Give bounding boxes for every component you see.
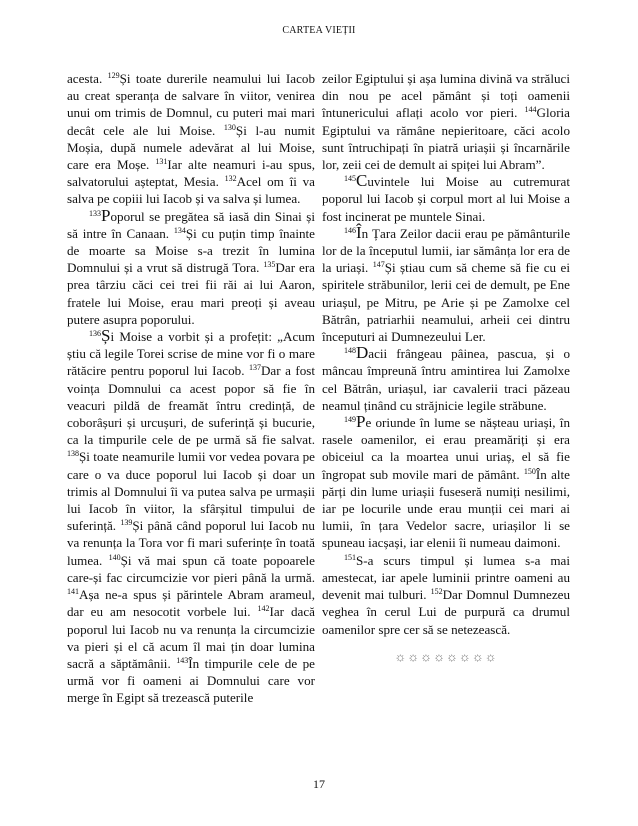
text-run: S-a scurs timpul și lumea s-a mai amestecat, iar apele luminii printre oameni au devenit mai tulburi.	[322, 552, 570, 603]
text-run: Dar era prea târziu căci cei trei fii răi ai lui Aaron, fratele lui Moise, erau mari preoți și aveau putere asupra poporului.	[67, 260, 315, 327]
verse-number: 152	[430, 587, 443, 597]
text-run: oporul se pregătea să iasă din Sinai și să intre în Canaan.	[67, 208, 315, 241]
verse-number: 131	[155, 157, 168, 167]
paragraph	[322, 414, 570, 552]
drop-initial: C	[356, 171, 368, 191]
section-ornament: ☼☼☼☼☼☼☼☼	[394, 648, 498, 664]
text-run: zeilor Egiptului și așa lumina divină va străluci din nou pe acel pământ și toți oamenii întunericului aflați acolo vor pieri.	[322, 71, 570, 121]
text-run: Și cu puțin timp înainte de moarte sa Moise s-a trezit în lumina Domnului și a vrut să distrugă Tora.	[67, 225, 315, 276]
paragraph	[322, 222, 570, 345]
verse-number: 136	[89, 329, 101, 339]
verse-number: 129	[107, 71, 120, 80]
text-run: Iar dacă poporul lui Iacob nu va renunța la circumcizie va pieri și el că acum îl mai țin doar lumina sacră a săptămânii.	[67, 604, 315, 671]
right-paragraphs	[322, 70, 570, 638]
text-run: acii frângeau pâinea, pascua, și o mâncau împreună întru amintirea lui Zamolxe cel Bătrân, uriașul, iar cavalerii traci păzeau neamul ținând cu străjnicie legile străbune.	[322, 346, 570, 413]
verse-number: 149	[344, 415, 356, 425]
paragraph	[67, 70, 315, 208]
verse-number: 143	[176, 655, 189, 665]
verse-number: 144	[524, 105, 537, 115]
text-run: Așa ne-a spus și părintele Abram arameul, dar eu am nesocotit vorbele lui.	[67, 587, 315, 620]
verse-number: 137	[248, 363, 261, 373]
text-run: Și l-au numit Moșia, după numele adevărat al lui Moise, care era Moșe.	[67, 122, 315, 173]
drop-initial: P	[356, 412, 366, 432]
text-run: Și până când poporul lui Iacob nu va renunța la Tora vor fi mari suferințe în toată lumea.	[67, 518, 315, 568]
paragraph	[322, 173, 570, 225]
text-run: Gloria Egiptului va rămâne nepieritoare, căci acolo sunt întruchipați în piatră uriașii și încarnările lor, zeii cei de demult ai spiței lui Abram”.	[322, 105, 570, 173]
text-run: e oriunde în lume se nășteau uriași, în rasele oamenilor, ei erau preamăriți și era obiceiul ca la moartea unui uriaș, el să fie îngropat sub movile mari de pământ.	[322, 415, 570, 482]
verse-number: 146	[344, 225, 356, 235]
page-number: 17	[313, 777, 325, 791]
drop-initial: D	[356, 343, 369, 363]
verse-number: 139	[120, 518, 133, 528]
text-run: Și toate durerile neamului lui Iacob au creat speranța de salvare în viitor, venirea unui om trimis de Domnul, cu puteri mai mari decât cele ale lui Moise.	[67, 71, 315, 138]
text-run: Acel om îi va salva pe copiii lui Iacob și va salva și lumea.	[67, 174, 315, 207]
text-run: În timpurile cele de pe urmă vor fi oameni ai Domnului care vor merge în Egipt să trezească puterile	[67, 655, 315, 706]
paragraph	[322, 345, 570, 414]
running-head: CARTEA VIEȚII	[282, 25, 356, 36]
text-run: Dar Domnul Dumnezeu veghea în cerul Lui de purpură ca drumul oamenilor spre cer să se netezească.	[322, 587, 571, 637]
verse-number: 150	[523, 466, 536, 476]
verse-number: 133	[89, 208, 101, 218]
verse-number: 147	[372, 260, 385, 270]
drop-initial: P	[101, 205, 111, 225]
text-run: Iar alte neamuri i-au spus, salvatorului așteptat, Mesia.	[67, 157, 315, 190]
text-run: i Moise a vorbit și a profețit: „Acum știu că legile Torei scrise de mine vor fi o mare rătăcire pentru poporul lui Iacob.	[67, 329, 315, 379]
verse-number: 138	[67, 449, 79, 459]
text-run: Dar a fost voința Domnului ca acest popor să fie în veacuri pildă de freamăt întru credință, de coborâșuri și urcușuri, de suferință și bucurie, ca la timpurile cele de pe urmă să fie salvat.	[67, 363, 315, 448]
text-run: acesta.	[67, 71, 108, 86]
text-run: Și toate neamurile lumii vor vedea povara pe care o va duce poporul lui Iacob și doar un trimis al Domnului îi va putea salva pe urmașii lui Iacob în viitor, la sfârșitul timpului de suferință.	[67, 449, 315, 534]
drop-initial: Î	[356, 222, 362, 242]
verse-number: 134	[173, 225, 186, 235]
right-column	[322, 70, 570, 665]
verse-number: 145	[344, 174, 356, 184]
paragraph	[67, 205, 315, 328]
left-column	[67, 70, 315, 707]
verse-number: 151	[344, 552, 356, 562]
verse-number: 148	[344, 346, 356, 356]
text-run: Și vă mai spun că toate popoarele care-și fac circumcizie vor pieri până la urmă.	[67, 552, 315, 585]
drop-initial: Ș	[101, 326, 111, 346]
text-run: n Țara Zeilor dacii erau pe pământurile lor de la începutul lumii, iar sămânța lor era de la uriași.	[322, 225, 570, 276]
verse-number: 141	[67, 587, 79, 597]
paragraph	[67, 328, 315, 706]
paragraph	[322, 70, 570, 173]
verse-number: 135	[263, 260, 276, 270]
text-run: Și știau cum să cheme să fie cu ei spiritele străbunilor, lerii cei de demult, pe Ene uriașul, pe Mitru, pe Arie și pe Zamolxe cel Bătrân, patriarhii neamului, arheii cei dintru începuturi ai Dumnezeului Ler.	[322, 260, 570, 345]
verse-number: 142	[257, 604, 270, 614]
paragraph	[322, 552, 570, 638]
verse-number: 132	[224, 174, 237, 184]
verse-number: 140	[108, 552, 121, 562]
verse-number: 130	[223, 122, 236, 132]
text-run: uvintele lui Moise au cutremurat poporul lui Iacob și corpul mort al lui Moise a fost incinerat pe muntele Sinai.	[322, 174, 570, 224]
text-run: În alte părți din lume uriașii fuseseră numiți nesilimi, iar pe locurile unde erau munții cei mari ai lumii, în țara Vedelor sacre, uriașilor li se spuneau iacșași, iar elenii îi numeau daimoni.	[322, 466, 570, 551]
